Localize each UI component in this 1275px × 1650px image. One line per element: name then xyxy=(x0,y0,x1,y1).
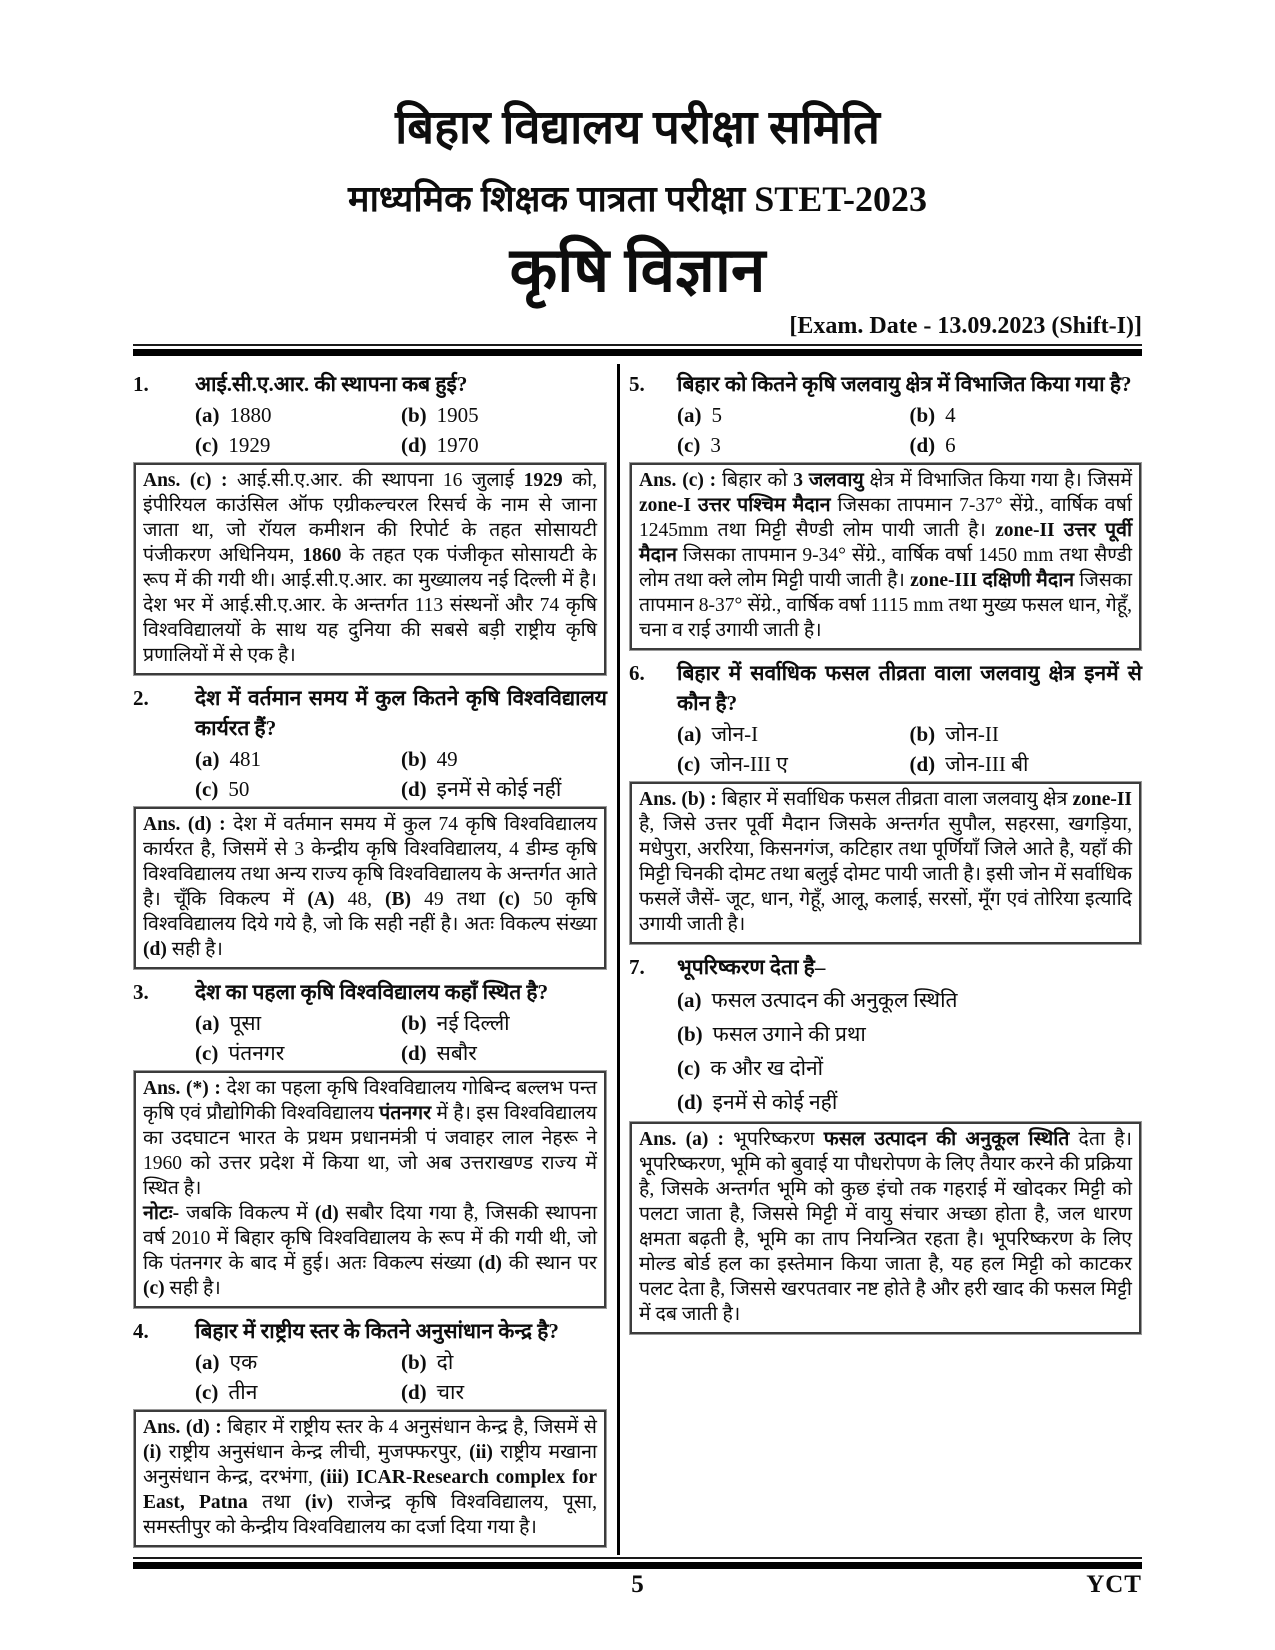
option-text: 6 xyxy=(945,432,956,457)
option xyxy=(401,744,607,774)
question-text: बिहार को कितने कृषि जलवायु क्षेत्र में विभाजित किया गया है? xyxy=(677,371,1132,396)
question-number: 4. xyxy=(133,1318,149,1343)
option-text: 1880 xyxy=(229,402,272,427)
option xyxy=(677,749,910,779)
question-options xyxy=(629,400,1142,460)
option-text: जोन-III ए xyxy=(710,751,788,776)
option-label: (d) xyxy=(677,1089,703,1114)
footer-divider xyxy=(133,1557,1142,1569)
answer-box xyxy=(134,807,606,969)
option xyxy=(401,774,607,804)
question-heading xyxy=(629,952,1142,982)
question-options xyxy=(133,744,607,804)
question-text: देश का पहला कृषि विश्वविद्यालय कहाँ स्थित है? xyxy=(195,979,549,1004)
option-text: इनमें से कोई नहीं xyxy=(436,776,562,801)
question-options xyxy=(133,1347,607,1407)
answer-paragraph: नोटः- जबकि विकल्प में (d) सबौर दिया गया है, जिसकी स्थापना वर्ष 2010 में बिहार कृषि विश्वविद्यालय के रूप में की गयी थी, जो कि पंतनगर के बाद में हुई। अतः विकल्प संख्या (d) की स्थान पर (c) सही है। xyxy=(143,1202,598,1299)
option-label: (b) xyxy=(401,1010,427,1035)
question-block xyxy=(133,977,607,1308)
option-label: (d) xyxy=(909,432,936,457)
option xyxy=(401,1377,607,1407)
option xyxy=(677,1017,1142,1051)
question-heading xyxy=(133,1316,607,1346)
option-label: (a) xyxy=(677,721,702,746)
answer-box xyxy=(134,1410,606,1547)
answer-box xyxy=(630,1122,1141,1334)
option-label: (b) xyxy=(909,721,936,746)
question-text: भूपरिष्करण देता है– xyxy=(677,954,826,979)
option xyxy=(195,1038,401,1068)
option xyxy=(910,749,1143,779)
option-label: (c) xyxy=(195,1379,219,1404)
option-label: (c) xyxy=(195,1040,219,1065)
option xyxy=(677,1051,1142,1085)
option xyxy=(677,719,910,749)
option xyxy=(677,400,910,430)
answer-box xyxy=(134,1071,606,1308)
question-text: बिहार में राष्ट्रीय स्तर के कितने अनुसांधान केन्द्र है? xyxy=(195,1318,559,1343)
answer-paragraph: Ans. (d) : बिहार में राष्ट्रीय स्तर के 4 अनुसंधान केन्द्र है, जिसमें से (i) राष्ट्रीय अनुसंधान केन्द्र लीची, मुजफ्फरपुर, (ii) राष्ट्रीय मखाना अनुसंधान केन्द्र, दरभंगा, (iii) ICAR-Research complex for East, Patna तथा (iv) राजेन्द्र कृषि विश्वविद्यालय, पूसा, समस्तीपुर को केन्द्रीय विश्वविद्यालय का दर्जा दिया गया है। xyxy=(143,1416,597,1538)
question-number: 6. xyxy=(629,660,645,685)
option xyxy=(910,719,1143,749)
answer-paragraph: Ans. (*) : देश का पहला कृषि विश्वविद्यालय गोबिन्द बल्लभ पन्त कृषि एवं प्रौद्योगिकी विश्वविद्यालय पंतनगर में है। इस विश्वविद्यालय का उदघाटन भारत के प्रथम प्रधानमंत्री पं जवाहर लाल नेहरू ने 1960 को उत्तर प्रदेश में किया था, जो अब उत्तराखण्ड राज्य में स्थित है। xyxy=(143,1077,597,1199)
question-number: 2. xyxy=(133,685,149,710)
left-column xyxy=(133,364,607,1555)
question-heading xyxy=(133,369,607,399)
option xyxy=(195,744,401,774)
option-text: 49 xyxy=(436,746,458,771)
option-label: (d) xyxy=(909,751,936,776)
question-number: 7. xyxy=(629,954,645,979)
option-text: 481 xyxy=(229,746,261,771)
option-text: दो xyxy=(436,1349,454,1374)
answer-paragraph: Ans. (c) : बिहार को 3 जलवायु क्षेत्र में विभाजित किया गया है। जिसमें zone-I उत्तर पश्चिम मैदान जिसका तापमान 7-37° सेंग्रे., वार्षिक वर्षा 1245mm तथा मिट्टी सैण्डी लोम पायी जाती है। zone-II उत्तर पूर्वी मैदान जिसका तापमान 9-34° सेंग्रे., वार्षिक वर्षा 1450 mm तथा सैण्डी लोम तथा क्ले लोम मिट्टी पायी जाती है। zone-III दक्षिणी मैदान जिसका तापमान 8-37° सेंग्रे., वार्षिक वर्षा 1115 mm तथा मुख्य फसल धान, गेहूँ, चना व राई उगायी जाती है। xyxy=(639,469,1132,641)
exam-date: [Exam. Date - 13.09.2023 (Shift-I)] xyxy=(789,312,1142,339)
option xyxy=(401,1038,607,1068)
question-number: 1. xyxy=(133,371,149,396)
option-text: 50 xyxy=(228,776,250,801)
answer-box xyxy=(630,463,1141,650)
option-text: 1970 xyxy=(436,432,479,457)
option-label: (b) xyxy=(401,402,427,427)
option xyxy=(195,430,401,460)
question-heading xyxy=(133,977,607,1007)
option xyxy=(195,1377,401,1407)
option xyxy=(401,1008,607,1038)
option-text: 5 xyxy=(711,402,722,427)
option-text: एक xyxy=(229,1349,258,1374)
page-header xyxy=(133,0,1142,340)
option xyxy=(401,1347,607,1377)
option xyxy=(677,430,910,460)
option-label: (d) xyxy=(401,432,427,457)
option-label: (c) xyxy=(677,751,701,776)
option-label: (b) xyxy=(909,402,936,427)
question-options xyxy=(629,719,1142,779)
option-text: जोन-I xyxy=(711,721,759,746)
right-column xyxy=(629,364,1142,1555)
organization-title: बिहार विद्यालय परीक्षा समिति xyxy=(395,102,880,154)
page-number: 5 xyxy=(631,1570,644,1598)
question-number: 5. xyxy=(629,371,645,396)
option xyxy=(677,1085,1142,1119)
option-label: (a) xyxy=(677,402,702,427)
answer-box xyxy=(134,463,606,675)
subject-title: कृषि विज्ञान xyxy=(509,236,766,305)
option xyxy=(910,400,1143,430)
option-label: (b) xyxy=(401,1349,427,1374)
option-text: पंतनगर xyxy=(228,1040,285,1065)
question-number: 3. xyxy=(133,979,149,1004)
option-text: इनमें से कोई नहीं xyxy=(712,1089,838,1114)
option-label: (b) xyxy=(677,1021,703,1046)
question-block xyxy=(629,952,1142,1334)
option-label: (c) xyxy=(195,776,219,801)
question-heading xyxy=(629,369,1142,399)
option xyxy=(401,430,607,460)
option xyxy=(910,430,1143,460)
content-columns xyxy=(133,356,1142,1555)
option-label: (a) xyxy=(195,402,220,427)
answer-box xyxy=(630,782,1141,944)
question-text: आई.सी.ए.आर. की स्थापना कब हुई? xyxy=(195,371,468,396)
question-options xyxy=(133,1008,607,1068)
question-block xyxy=(133,1316,607,1547)
option-label: (a) xyxy=(195,746,220,771)
option-text: 1905 xyxy=(436,402,479,427)
option-label: (c) xyxy=(677,432,701,457)
option-text: 4 xyxy=(945,402,956,427)
option xyxy=(677,983,1142,1017)
option-text: नई दिल्ली xyxy=(436,1010,510,1035)
option-text: 1929 xyxy=(228,432,271,457)
option-label: (d) xyxy=(401,776,427,801)
option-label: (d) xyxy=(401,1379,427,1404)
option xyxy=(195,774,401,804)
option-text: फसल उगाने की प्रथा xyxy=(712,1021,866,1046)
option-text: तीन xyxy=(228,1379,258,1404)
question-options xyxy=(629,983,1142,1119)
option-label: (a) xyxy=(195,1010,220,1035)
question-heading xyxy=(629,658,1142,718)
option-text: फसल उत्पादन की अनुकूल स्थिति xyxy=(711,987,958,1012)
option-text: जोन-II xyxy=(945,721,999,746)
question-block xyxy=(629,658,1142,944)
question-block xyxy=(629,369,1142,650)
answer-paragraph: Ans. (b) : बिहार में सर्वाधिक फसल तीव्रता वाला जलवायु क्षेत्र zone-II है, जिसे उत्तर पूर्वी मैदान जिसके अन्तर्गत सुपौल, सहरसा, खगड़िया, मधेपुरा, अररिया, किसनगंज, कटिहार तथा पूर्णियाँ जिले आते है, यहाँ की मिट्टी चिनकी दोमट तथा बलुई दोमट पायी जाती है। इसी जोन में सर्वाधिक फसलें जैसें- जूट, धान, गेहूँ, आलू, कलाई, सरसों, मूँग एवं तोरिया इत्यादि उगायी जाती है। xyxy=(639,788,1133,935)
option-text: चार xyxy=(436,1379,465,1404)
question-options xyxy=(133,400,607,460)
question-block xyxy=(133,369,607,675)
option xyxy=(195,1008,401,1038)
option-text: पूसा xyxy=(229,1010,262,1035)
option-label: (d) xyxy=(401,1040,427,1065)
header-divider xyxy=(133,344,1142,356)
option xyxy=(195,400,401,430)
publisher-mark: YCT xyxy=(1086,1570,1142,1598)
option-label: (a) xyxy=(195,1349,220,1374)
option-label: (b) xyxy=(401,746,427,771)
option-text: 3 xyxy=(710,432,721,457)
exam-title: माध्यमिक शिक्षक पात्रता परीक्षा STET-2023 xyxy=(348,179,927,220)
answer-paragraph: Ans. (a) : भूपरिष्करण फसल उत्पादन की अनुकूल स्थिति देता है। भूपरिष्करण, भूमि को बुवाई या पौधरोपण के लिए तैयार करने की प्रक्रिया है, जिसके अन्तर्गत भूमि को कुछ इंचो तक गहराई में खोदकर मिट्टी को पलटा जाता है, जिससे मिट्टी में वायु संचार अच्छा होता है, जल धारण क्षमता बढ़ती है, भूमि का ताप नियन्त्रित रहता है। भूपरिष्करण के लिए मोल्ड बोर्ड हल का इस्तेमान किया जाता है, यह हल मिट्टी को काटकर पलट देता है, जिससे खरपतवार नष्ट होते है और हरी खाद की फसल मिट्टी में दब जाती है। xyxy=(639,1128,1133,1325)
answer-paragraph: Ans. (d) : देश में वर्तमान समय में कुल 74 कृषि विश्वविद्यालय कार्यरत है, जिसमें से 3 केन्द्रीय कृषि विश्वविद्यालय, 4 डीम्ड कृषि विश्वविद्यालय तथा अन्य राज्य कृषि विश्वविद्यालय के अन्तर्गत आते है। चूँकि विकल्प में (A) 48, (B) 49 तथा (c) 50 कृषि विश्वविद्यालय दिये गये है, जो कि सही नहीं है। अतः विकल्प संख्या (d) सही है। xyxy=(143,813,597,960)
option xyxy=(401,400,607,430)
question-block xyxy=(133,683,607,969)
option xyxy=(195,1347,401,1377)
option-label: (c) xyxy=(195,432,219,457)
question-text: बिहार में सर्वाधिक फसल तीव्रता वाला जलवायु क्षेत्र इनमें से कौन है? xyxy=(677,660,1142,715)
page-footer xyxy=(133,1569,1142,1609)
column-divider xyxy=(617,364,620,1555)
option-text: जोन-III बी xyxy=(945,751,1029,776)
option-text: क और ख दोनों xyxy=(710,1055,824,1080)
option-text: सबौर xyxy=(436,1040,477,1065)
answer-paragraph: Ans. (c) : आई.सी.ए.आर. की स्थापना 16 जुलाई 1929 को, इंपीरियल काउंसिल ऑफ एग्रीकल्चरल रिसर्च के नाम से जाना जाता था, जो रॉयल कमीशन की रिपोर्ट के तहत सोसायटी पंजीकरण अधिनियम, 1860 के तहत एक पंजीकृत सोसायटी के रूप में की गयी थी। आई.सी.ए.आर. का मुख्यालय नई दिल्ली में है। देश भर में आई.सी.ए.आर. के अन्तर्गत 113 संस्थनों और 74 कृषि विश्वविद्यालयों के साथ यह दुनिया की सबसे बड़ी राष्ट्रीय कृषि प्रणालियों में से एक है। xyxy=(143,469,598,666)
option-label: (a) xyxy=(677,987,702,1012)
question-heading xyxy=(133,683,607,743)
option-label: (c) xyxy=(677,1055,701,1080)
question-text: देश में वर्तमान समय में कुल कितने कृषि विश्वविद्यालय कार्यरत हैं? xyxy=(195,685,607,740)
